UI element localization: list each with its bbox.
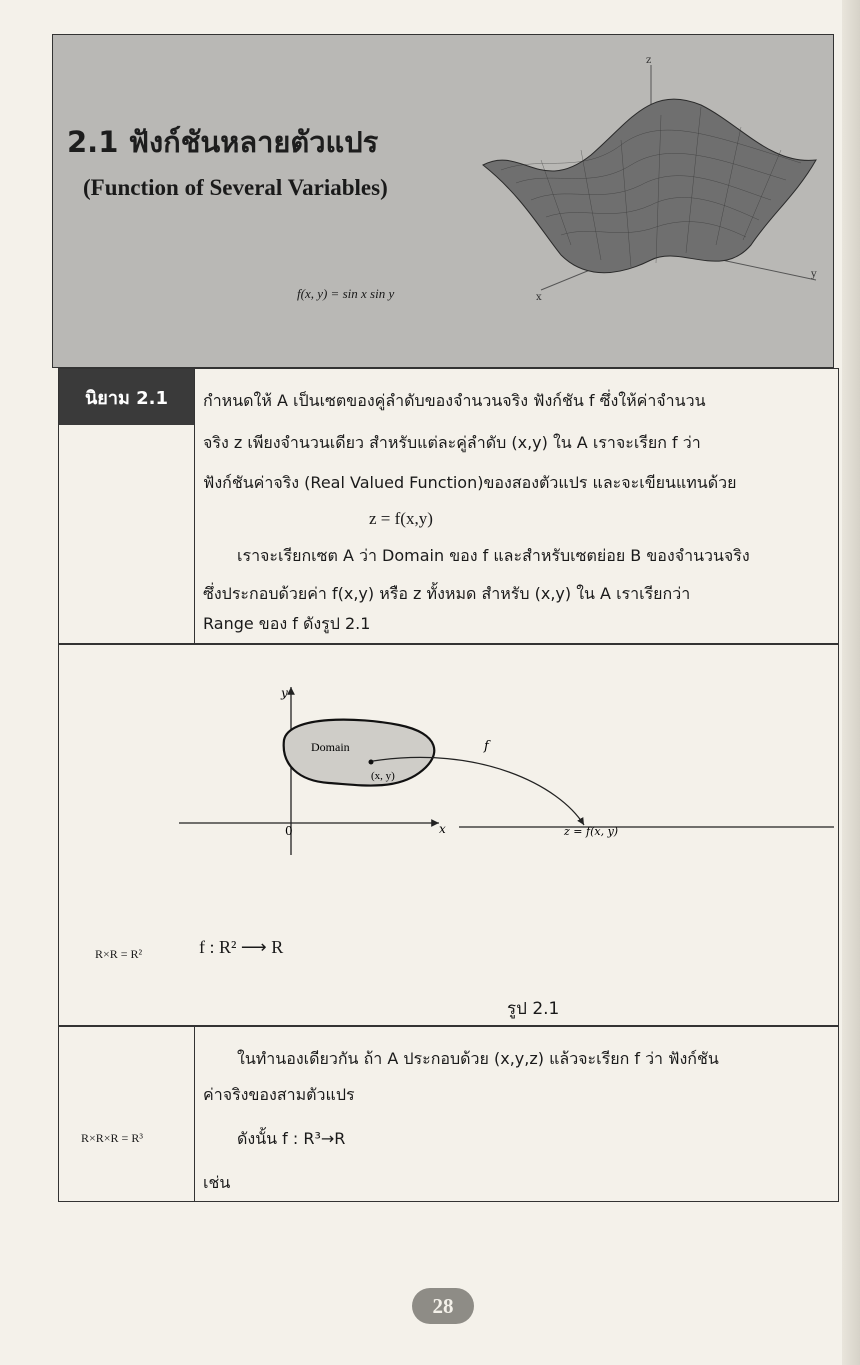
origin-label: 0 <box>285 824 293 838</box>
definition-formula: z = f(x,y) <box>369 509 433 528</box>
domain-label: Domain <box>311 740 350 754</box>
column-divider <box>194 1027 195 1201</box>
rrr-label: R×R×R = R³ <box>81 1131 143 1145</box>
definition-line-1: กำหนดให้ A เป็นเซตของคู่ลำดับของจำนวนจริง ฟังก์ชัน f ซึ่งให้ค่าจำนวน <box>203 391 706 410</box>
extension-line-1: ในทำนองเดียวกัน ถ้า A ประกอบด้วย (x,y,z) แล้วจะเรียก f ว่า ฟังก์ชัน <box>237 1049 719 1068</box>
page-edge <box>842 0 860 1365</box>
axis-x-label: x <box>536 292 542 303</box>
extension-line-4: เช่น <box>203 1173 231 1192</box>
section-title: 2.1 ฟังก์ชันหลายตัวแปร <box>67 125 379 159</box>
surface-plot-image <box>481 45 821 321</box>
extension-box <box>58 1026 839 1202</box>
definition-line-6: Range ของ f ดังรูป 2.1 <box>203 614 371 633</box>
axis-y-label: y <box>811 269 817 280</box>
surface-caption: f(x, y) = sin x sin y <box>297 286 395 301</box>
page-number: 28 <box>412 1288 474 1324</box>
column-divider <box>194 369 195 643</box>
range-label: z = f(x, y) <box>564 825 619 838</box>
definition-label: นิยาม 2.1 <box>59 369 194 425</box>
point-label: (x, y) <box>371 770 395 782</box>
y-axis-label: y <box>281 686 288 700</box>
mapping-diagram <box>59 645 838 1025</box>
figure-caption: รูป 2.1 <box>507 999 560 1019</box>
x-axis-label: x <box>439 822 446 836</box>
definition-line-5: ซึ่งประกอบด้วยค่า f(x,y) หรือ z ทั้งหมด สำหรับ (x,y) ใน A เราเรียกว่า <box>203 584 691 603</box>
section-subtitle: (Function of Several Variables) <box>83 175 388 200</box>
extension-line-2: ค่าจริงของสามตัวแปร <box>203 1085 355 1104</box>
section-header <box>52 34 834 368</box>
mapping-f-label: f <box>484 739 489 754</box>
domain-point <box>369 760 374 765</box>
definition-line-4: เราจะเรียกเซต A ว่า Domain ของ f และสำหรับเซตย่อย B ของจำนวนจริง <box>237 546 750 565</box>
definition-line-3: ฟังก์ชันค่าจริง (Real Valued Function)ของสองตัวแปร และจะเขียนแทนด้วย <box>203 473 737 492</box>
mapping-notation: f : R² ⟶ R <box>199 937 284 957</box>
figure-box <box>58 644 839 1026</box>
extension-line-3: ดังนั้น f : R³→R <box>237 1129 346 1148</box>
domain-region <box>284 720 435 786</box>
definition-box <box>58 368 839 644</box>
axis-z-label: z <box>646 55 652 66</box>
definition-line-2: จริง z เพียงจำนวนเดียว สำหรับแต่ละคู่ลำดับ (x,y) ใน A เราจะเรียก f ว่า <box>203 433 701 452</box>
rr-label: R×R = R² <box>95 947 143 961</box>
